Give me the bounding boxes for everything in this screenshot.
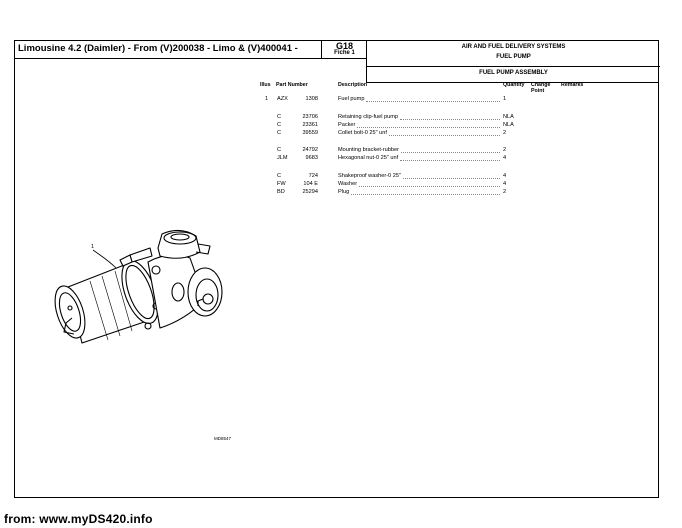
part-prefix-cell: C <box>277 114 282 120</box>
col-part-number: Part Number <box>276 82 308 88</box>
part-prefix-cell: BD <box>277 189 285 195</box>
quantity-cell: 2 <box>503 189 507 195</box>
part-prefix-cell: C <box>277 130 282 136</box>
source-footer: from: www.myDS420.info <box>4 512 153 526</box>
illus-cell: 1 <box>265 96 269 102</box>
description-cell: Collet bolt-0 25" unf <box>338 130 387 136</box>
quantity-cell: NLA <box>503 122 514 128</box>
quantity-cell: 1 <box>503 96 507 102</box>
part-number-cell: 23706 <box>302 114 318 120</box>
quantity-cell: 2 <box>503 147 507 153</box>
quantity-cell: 2 <box>503 130 507 136</box>
description-cell: Shakeproof washer-0 25" <box>338 173 401 179</box>
part-number-cell: 25294 <box>302 189 318 195</box>
description-cell: Packer <box>338 122 356 128</box>
description-cell: Mounting bracket-rubber <box>338 147 399 153</box>
quantity-cell: NLA <box>503 114 514 120</box>
assembly-title: FUEL PUMP ASSEMBLY <box>479 70 548 76</box>
subsection-title: FUEL PUMP <box>496 54 531 60</box>
col-illus: Illus <box>260 82 271 88</box>
part-prefix-cell: C <box>277 173 282 179</box>
part-prefix-cell: C <box>277 122 282 128</box>
quantity-cell: 4 <box>503 155 507 161</box>
col-change-point: Change Point <box>531 82 551 94</box>
description-cell: Hexagonal nut-0 25" unf <box>338 155 399 161</box>
col-description: Description <box>338 82 368 88</box>
illustration-reference: MD8547 <box>214 436 232 441</box>
part-prefix-cell: C <box>277 147 282 153</box>
fiche-code: G18 <box>335 41 353 51</box>
part-prefix-cell: AZX <box>277 96 288 102</box>
quantity-cell: 4 <box>503 181 507 187</box>
part-number-cell: 724 <box>308 173 318 179</box>
part-number-cell: 24792 <box>302 147 318 153</box>
fiche-label: Fiche 1 <box>334 50 355 56</box>
part-number-cell: 9683 <box>305 155 318 161</box>
description-cell: Retaining clip-fuel pump <box>338 114 399 120</box>
part-number-cell: 1308 <box>305 96 318 102</box>
part-number-cell: 104 E <box>303 181 318 187</box>
part-prefix-cell: JLM <box>277 155 288 161</box>
description-cell: Plug <box>338 189 350 195</box>
quantity-cell: 4 <box>503 173 507 179</box>
illustration-callout: 1 <box>91 244 95 250</box>
section-title: AIR AND FUEL DELIVERY SYSTEMS <box>461 44 566 50</box>
col-remarks: Remarks <box>561 82 584 88</box>
description-cell: Washer <box>338 181 358 187</box>
description-cell: Fuel pump <box>338 96 365 102</box>
page-title: Limousine 4.2 (Daimler) - From (V)200038 - Limo & (V)400041 - <box>18 43 298 54</box>
part-prefix-cell: FW <box>277 181 286 187</box>
part-number-cell: 39559 <box>302 130 318 136</box>
part-number-cell: 23361 <box>302 122 318 128</box>
col-quantity: Quantity <box>503 82 525 88</box>
